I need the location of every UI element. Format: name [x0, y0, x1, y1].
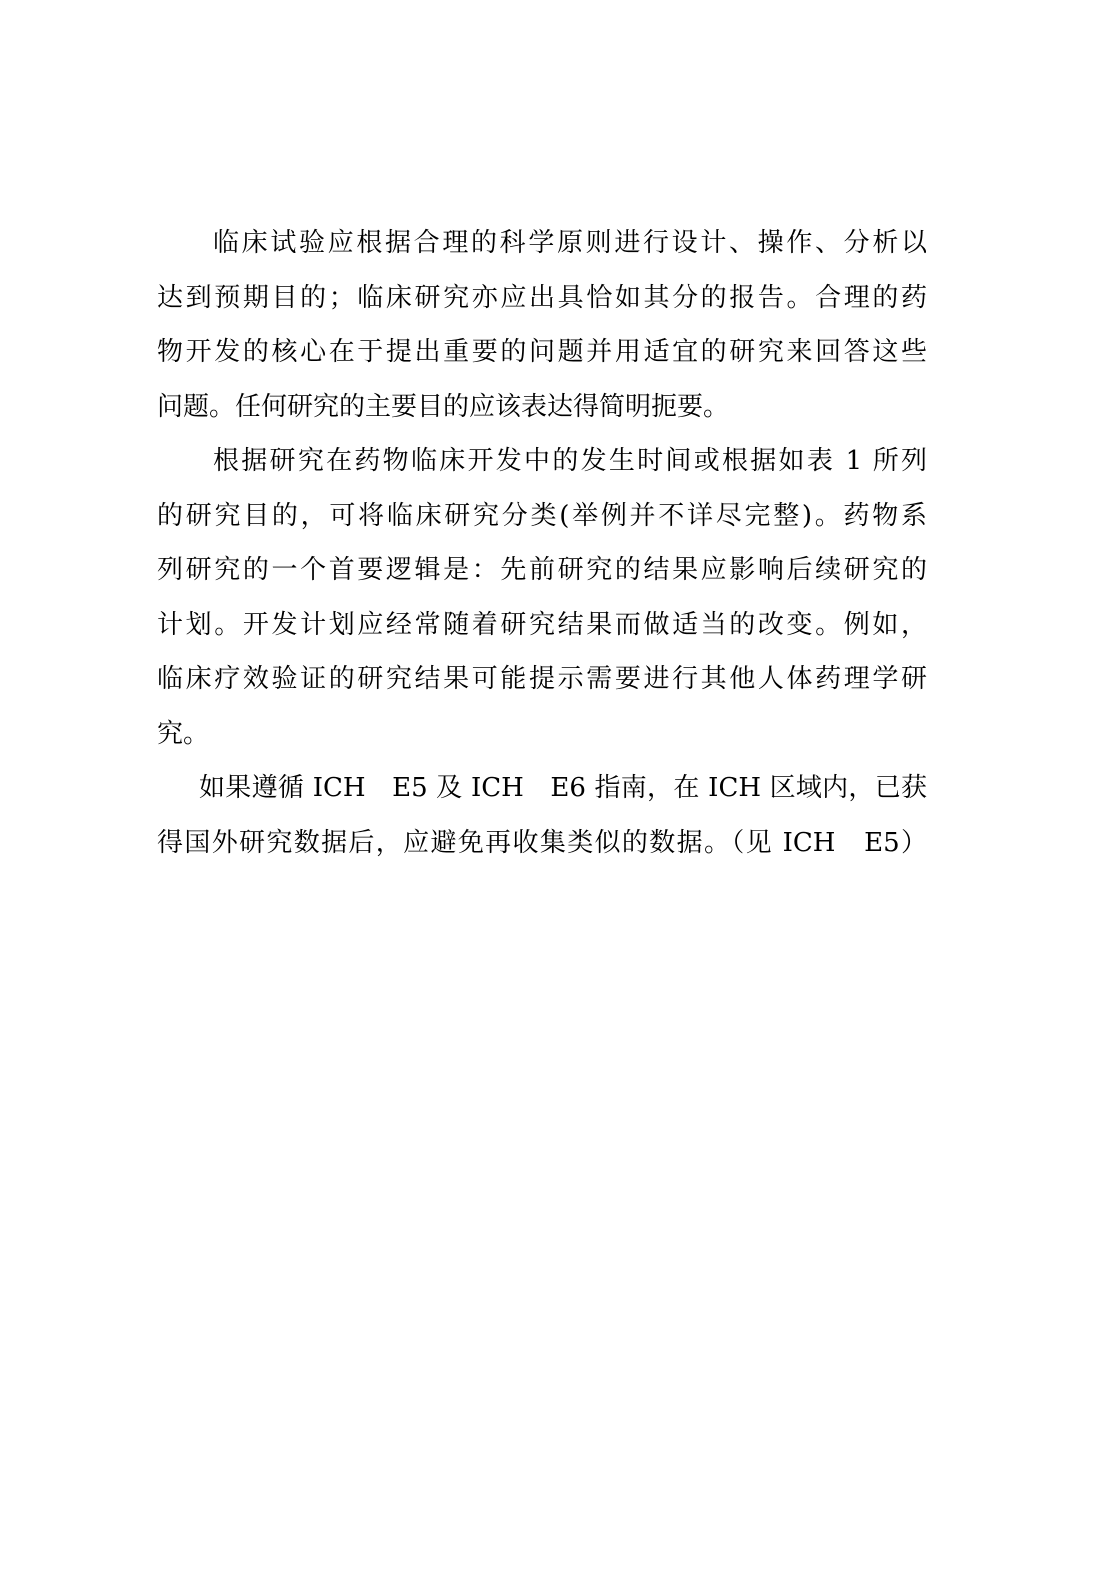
document-body — [157, 216, 927, 870]
text-line: 达到预期目的；临床研究亦应出具恰如其分的报告。合理的药 — [157, 282, 927, 313]
paragraph-1 — [157, 216, 927, 434]
text-line: 临床试验应根据合理的科学原则进行设计、操作、分析以 — [213, 228, 927, 258]
text-line: 的研究目的，可将临床研究分类(举例并不详尽完整)。药物系 — [157, 500, 927, 531]
paragraph-3 — [157, 761, 927, 870]
text-line: 计划。开发计划应经常随着研究结果而做适当的改变。例如， — [157, 609, 927, 640]
text-line: 列研究的一个首要逻辑是：先前研究的结果应影响后续研究的 — [157, 555, 927, 585]
text-line: 根据研究在药物临床开发中的发生时间或根据如表 1 所列 — [213, 446, 927, 476]
text-line: 如果遵循 ICH E5 及 ICH E6 指南，在 ICH 区域内，已获 — [199, 773, 927, 803]
text-line: 得国外研究数据后，应避免再收集类似的数据。（见 ICH E5） — [157, 827, 927, 858]
text-line: 临床疗效验证的研究结果可能提示需要进行其他人体药理学研 — [157, 664, 927, 694]
text-line: 物开发的核心在于提出重要的问题并用适宜的研究来回答这些 — [157, 337, 927, 367]
paragraph-2 — [157, 434, 927, 761]
text-line: 问题。任何研究的主要目的应该表达得简明扼要。 — [157, 391, 730, 422]
text-line: 究。 — [157, 718, 210, 749]
